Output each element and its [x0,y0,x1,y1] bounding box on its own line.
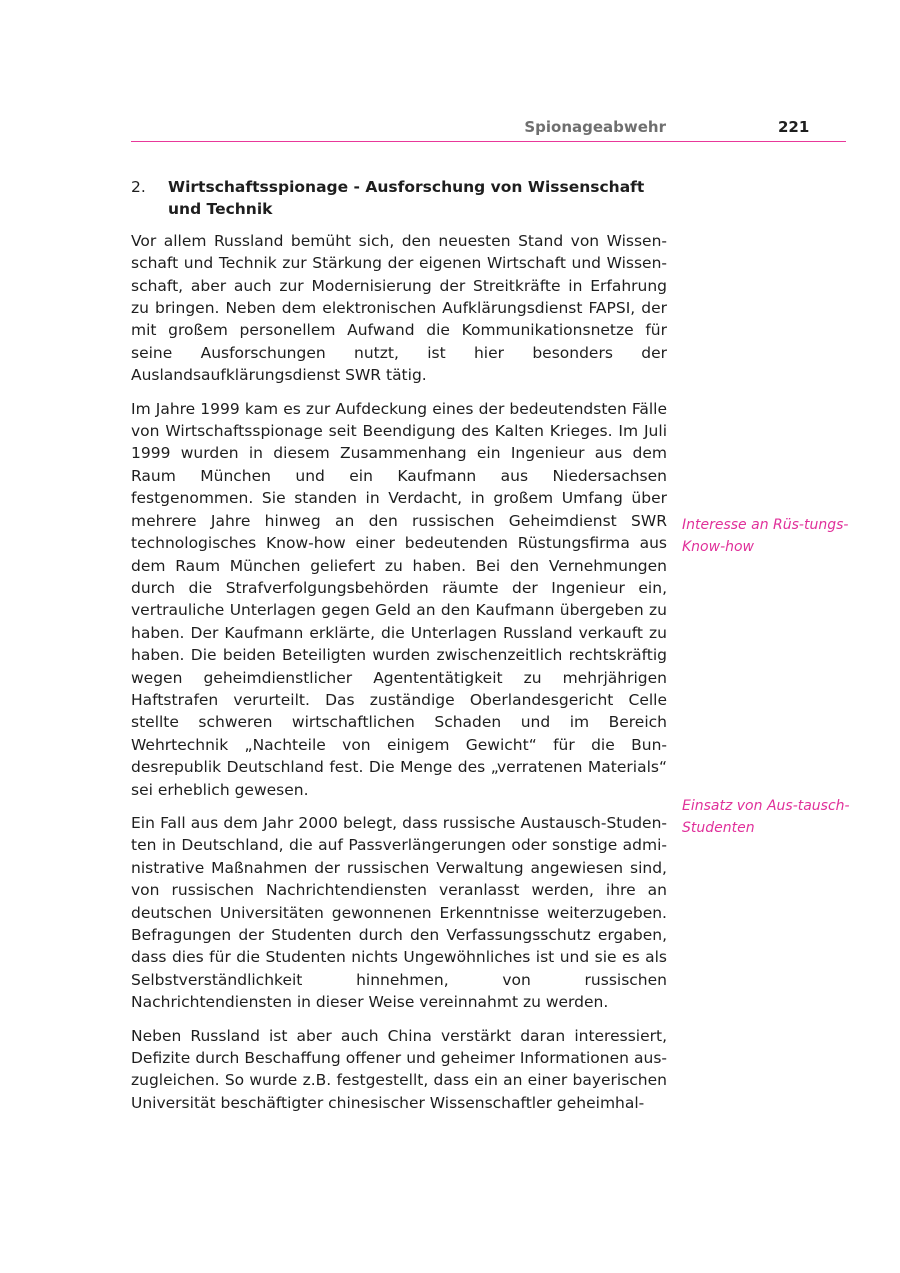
paragraph: Im Jahre 1999 kam es zur Aufdeckung eines der bedeutendsten Fälle von Wirtschaftsspionage seit Beendigung des Kalten Krieges. Im Juli 1999 wurden in diesem Zusammenhang ein Ingenieur aus dem Raum München und ein Kaufmann aus Niedersachsen festgenommen. Sie standen in Verdacht, in großem Umfang über mehrere Jahre hinweg an den russischen Geheimdienst SWR technologisches Know-how einer bedeutenden Rüstungsfirma aus dem Raum München geliefert zu haben. Bei den Vernehmungen durch die Strafverfolgungsbehörden räumte der Ingenieur ein, vertrauliche Unterlagen gegen Geld an den Kaufmann übergeben zu haben. Der Kaufmann erklärte, die Unterlagen Russland verkauft zu haben. Die beiden Beteiligten wurden zwischenzeitlich rechtskräftig wegen geheimdienstlicher Agententätigkeit zu mehrjährigen Haftstrafen verurteilt. Das zuständige Oberlandesgericht Celle stellte schweren wirtschaftlichen Schaden und im Bereich Wehrtechnik „Nachteile von einigem Gewicht“ für die Bundesrepublik Deutschland fest. Die Menge des „verratenen Materials“ sei erheblich gewesen. [131,399,667,799]
paragraph: Neben Russland ist aber auch China verstärkt daran interessiert, Defizite durch Beschaffung offener und geheimer Informationen auszugleichen. So wurde z.B. festgestellt, dass ein an einer bayerischen Universität beschäftigter chinesischer Wissenschaftler geheimhal- [131,1026,667,1112]
section-title: Wirtschaftsspionage - Ausforschung von Wissenschaft und Technik [168,178,645,219]
section-heading [131,176,667,221]
page-number: 221 [778,118,810,136]
paragraph: Ein Fall aus dem Jahr 2000 belegt, dass russische Austausch-Studenten in Deutschland, die auf Passverlängerungen oder sonstige administrative Maßnahmen der russischen Verwaltung angewiesen sind, von russischen Nachrichtendiensten veranlasst werden, ihre an deutschen Universitäten gewonnenen Erkenntnisse weiterzugeben. Befragungen der Studenten durch den Verfassungsschutz ergaben, dass dies für die Studenten nichts Ungewöhnliches ist und sie es als Selbstverständlichkeit hinnehmen, von russischen Nachrichtendiensten in dieser Weise vereinnahmt zu werden. [131,813,667,1012]
paragraph: Vor allem Russland bemüht sich, den neuesten Stand von Wissenschaft und Technik zur Stärkung der eigenen Wirtschaft und Wissenschaft, aber auch zur Modernisierung der Streitkräfte in Erfahrung zu bringen. Neben dem elektronischen Aufklärungsdienst FAPSI, der mit großem personellem Aufwand die Kommunikationsnetze für seine Ausforschungen nutzt, ist hier besonders der Auslandsaufklärungsdienst SWR tätig. [131,231,667,385]
margin-note: Einsatz von Aus-tausch-Studenten [682,798,850,837]
running-header [131,117,846,142]
running-title: Spionageabwehr [524,118,666,136]
margin-note: Interesse an Rüs-tungs-Know-how [682,517,849,556]
section-number: 2. [131,178,146,196]
main-text [131,176,667,1125]
